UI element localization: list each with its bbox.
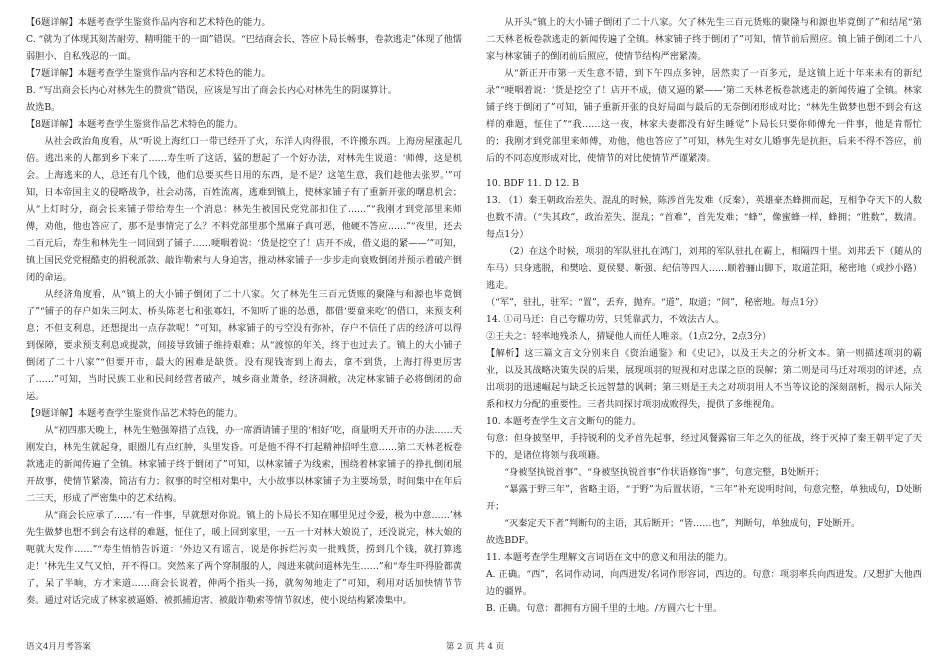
page-footer <box>0 640 950 654</box>
footer-doc-title: 语文4月月考答案 <box>26 642 91 652</box>
paragraph: A. 正确。“西”，名词作动词，向西进发/名词作形容词，西边的。句意：项羽率兵向西进发。/又想扩大他西边的疆界。 <box>486 569 922 597</box>
answer-line: 10. BDF 11. D 12. B <box>486 178 580 189</box>
page-number: 第 2 页 共 4 页 <box>445 642 505 652</box>
paragraph: 【9题详解】本题考查学生鉴赏作品艺术特色的能力。 <box>26 408 244 419</box>
paragraph: 13. （1）秦王朝政治差失、混乱的时候，陈涉首先发难（反秦），英雄豪杰蜂拥而起，互相争夺天下的人数也数不清。（“失其政”，政治差失、混乱；“首难”，首先发难；“蜂”，像蜜蜂一样，蜂拥；“胜数”，数清。每点1分） <box>486 195 922 240</box>
paragraph: 故选B。 <box>26 102 61 113</box>
paragraph: 从“初四那天晚上，林先生勉强筹措了点钱，办一席酒请铺子里的‘相好’吃，商量明天开市的办法……天刚发白，林先生就起身，眼圈儿有点红肿，头里发昏。可是他不得不打起精神招呼生意……第二天林老板卷款逃走的新闻传遍了全镇。林家铺子终于倒闭了”可知，以林家铺子为线索，围绕着林家铺子的挣扎倒闭展开故事，使情节紧凑，简洁有力；叙事的时空相对集中，大小故事以林家铺子为主要场景，时间集中在年后二三天，形成了严密集中的艺术结构。 <box>26 425 462 504</box>
paragraph: 故选BDF。 <box>486 535 535 546</box>
paragraph: C. “就为了体现其刻苦耐劳、精明能干的一面”错误。“巴结商会长，答应卜局长畅事，卷款逃走”体现了他懦弱胆小、自私残忍的一面。 <box>26 34 462 62</box>
paragraph: “灭秦定天下者”判断句的主语，其后断开；“皆……也”，判断句，单独成句，F处断开。 <box>504 518 861 529</box>
paragraph: （2）在这个时候，项羽的军队驻扎在鸿门，刘邦的军队驻扎在霸上，相隔四十里。刘邦丢下（随从的车马）只身逃脱，和樊哙、夏侯婴、靳强、纪信等四人……顺着骊山脚下，取道芷阳，秘密地（或抄小路）逃走。 <box>486 246 922 291</box>
paragraph: 11. 本题考查学生理解文言词语在文中的意义和用法的能力。 <box>486 552 734 563</box>
paragraph: B. 正确。句意：都拥有方圆千里的土地。/方圆六七十里。 <box>486 603 723 614</box>
paragraph: 14. ①司马迁：自己夸耀功劳，只凭靠武力，不效法古人。 <box>486 314 725 325</box>
left-column <box>26 14 462 609</box>
paragraph: “暴露于野三年”，省略主语，“于野”为后置状语，“三年”补充说明时间，句意完整，单独成句，D处断开； <box>486 484 922 512</box>
paragraph: 【8题详解】本题考查学生鉴赏作品艺术特色的能力。 <box>26 119 244 130</box>
paragraph: 10. 本题考查学生文言文断句的能力。 <box>486 416 642 427</box>
paragraph: 【7题详解】本题考查学生鉴赏作品内容和艺术特色的能力。 <box>26 68 271 79</box>
right-column <box>486 14 922 617</box>
paragraph: 从经济角度看，从“镇上的大小铺子倒闭了二十八家。欠了林先生三百元货账的聚隆与和源也毕竟倒了”“铺子的存户如朱三阿太、桥头陈老七和张寡妇，不知听了谁的怂恿，都借‘要童来吃’的借口，来预支利息；不但支利息，还想提出一点存款呢！”可知，林家铺子的亏空没有弥补，存户不信任了店的经济可以得到保障，要求预支利息或提款，间接导致铺子维持艰难；从“渡惊的年关，终于也过去了。镇上的大小铺子倒闭了二十八家”“但要开市，最大的困难是缺货。没有现钱寄到上海去，拿不到货，上海打得更厉害了……”可知，当时民族工业和民间经营者破产，城乡商业萧条，经济凋敝，决定林家铺子必将倒闭的命运。 <box>26 289 462 402</box>
paragraph: 从“商会长应承了……‘有一件事，早就想对你说。镇上的卜局长不知在哪里见过令爱，极为中意……’林先生做梦也想不到会有这样的难题，怔住了，暖上回到家里，一五一十对林大娘说了，还没说完，林大娘的呃就大发作……”“寿生悄悄告诉道：‘外边又有谣言，说是你拆烂污卖一批贱货，捞到几个钱，就打算逃走！’林先生又气又怕，开不得口。突然来了两个穿制服的人，闯进来就问道林先生……”和“寿生吓得脸都黄了，呆了半晌，方才来道……商会长说着，伸两个指头一扬，就匆匆地走了”可知，利用对话加快情节节奏。通过对话完成了林家被逼婚、被抓捕迫害、被敲诈勒索等情节叙述，使小说结构紧凑集中。 <box>26 510 462 606</box>
paragraph: B. “写出商会长内心对林先生的赞赏”错误，应该是写出了商会长内心对林先生的阴谋算计。 <box>26 85 398 96</box>
paragraph: 【6题详解】本题考查学生鉴赏作品内容和艺术特色的能力。 <box>26 17 271 28</box>
paragraph: 从社会政治角度看，从“听说上海红口一带已经开了火，东洋人肉得很，不许搬东西。上海房屋涨起几倍。逃出来的人都到乡下来了……寿生听了这话，猛的想起了一个好办法，对林先生说道：‘师傅，这是机会。上海逃来的人，总还有几个钱，他们总要买些日用的东西，是不是？这笔生意，我们趁他去张罗。’”可知，日本帝国主义的侵略战争，社会动荡，百姓流离，逃难到镇上，使林家铺子有了重新开张的曙息机会；从“上灯时分，商会长来铺子带给寿生一个消息：林先生被国民党党部扣住了……”“我刚才到党部里来师傅，劝他，他也答应了，那不是事情完了么？不料党部里那个黑麻子真可恶，他硬不答应……”“夜里，还去二百元后，寿生和林先生一同回到了铺子……哽咽着说：‘货是挖空了！店开不成，借义退的紧——’”可知，镇上国民党党棍酷吏的捐税派款、敲诈勒索与人身迫害，推动林家铺子一步步走向衰败倒闭并预示着破产倒闭的命运。 <box>26 136 462 283</box>
paragraph: 从开头“镇上的大小铺子倒闭了二十八家。欠了林先生三百元货账的聚隆与和源也毕竟倒了”和结尾“第二天林老板卷款逃走的新闻传遍了全镇。林家铺子终于倒闭了”可知，情节前后照应。镇上铺子倒闭二十八家与林家铺子的倒闭前后照应，使情节结构严密紧凑。 <box>486 17 922 62</box>
paragraph: 句意：但身披坚甲，手持锐利的戈矛首先起事，经过风餐露宿三年之久的征战，终于灭掉了秦王朝平定了天下的，是诸位将领与我项籍。 <box>486 433 922 461</box>
paragraph: “身被坚执锐首事”、“身被坚执锐首事”作状语修饰“事”，句意完整，B处断开； <box>504 467 825 478</box>
paragraph: 从“新正开市第一天生意不错，到下午四点多钟，居然卖了一百多元，是这镇上近十年来未有的新纪录”“哽咽着说：‘货是挖空了！店开不成，债又逼的紧——’第二天林老板卷款逃走的新闻传遍了全镇。林家铺子终于倒闭了”可知，铺子重新开张的良好局面与最后的无奈倒闭形成对比；“林先生做梦也想不到会有这样的难题，怔住了”“我……这一夜，林家夫妻都没有好生睡觉”卜局长只要你师傅允一件事，他是肯帮忙的；我刚才到党部里来师傅，劝他，他也答应了”可知，林先生对女儿婚事先是抗拒，后来不得不答应，前后的不同态度形成对比，使情节的对比使情节严谨紧凑。 <box>486 68 922 164</box>
paragraph: ②王夫之：轻率地残杀人，猜疑他人而任人唯亲。（1点2分，2点3分） <box>486 331 772 342</box>
paragraph: （“军”，驻扎，驻军；“置”，丢弃，抛弃。“道”，取道；“间”，秘密地。每点1分） <box>486 297 824 308</box>
paragraph: 【解析】这三篇文言文分别来自《资治通鉴》和《史记》，以及王夫之的分析文本。第一则描述项羽的霸业，以及其战略决策失误的后果，展现项羽的短视和对忠谋之臣的误解；第二则是司马迁对项羽的评述，点出项羽的迅速崛起与缺乏长远智慧的讽刺；第三则是王夫之对项羽用人不当等议论的深刻剖析，揭示人际关系和权力分配的重要性。三者共同探讨项羽成败得失，提供了多维视角。 <box>486 348 922 410</box>
